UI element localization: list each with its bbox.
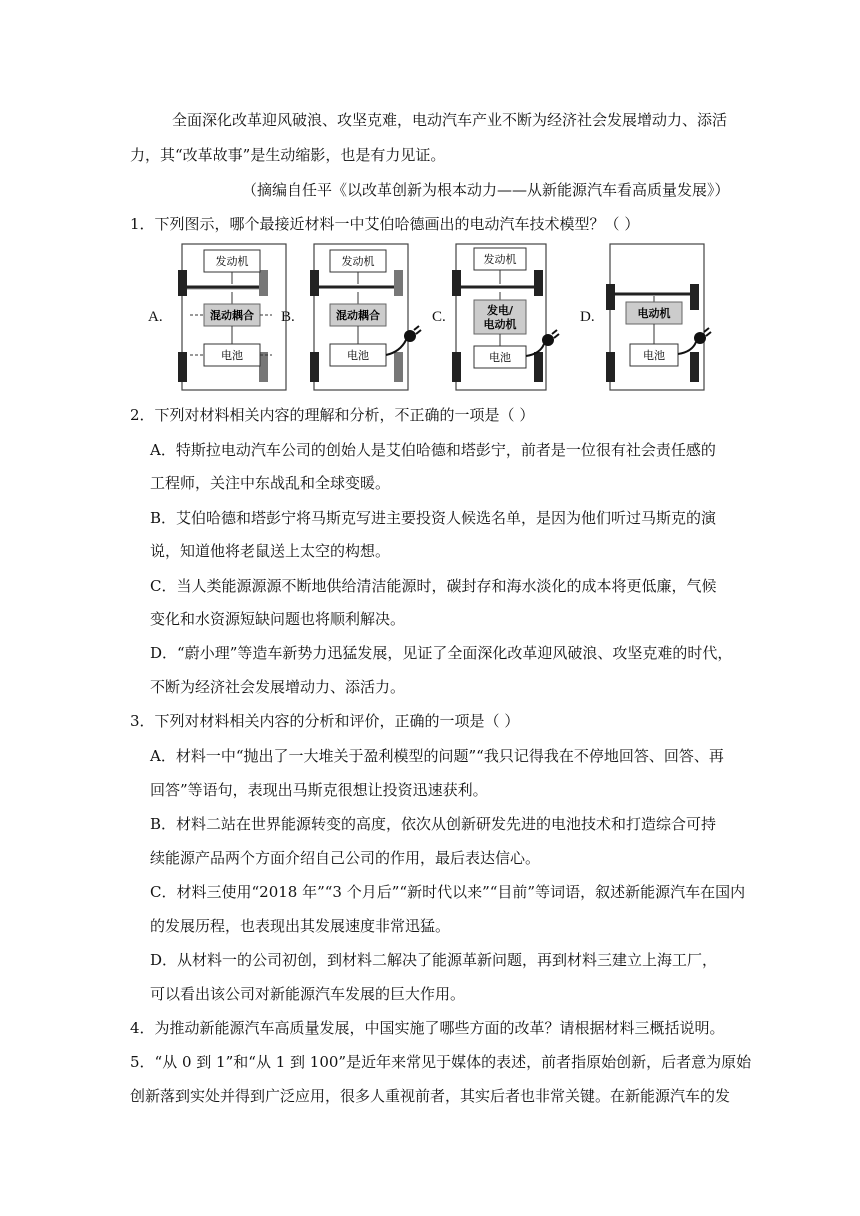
question-5-line-2: 创新落到实处并得到广泛应用，很多人重视前者，其实后者也非常关键。在新能源汽车的发: [130, 1087, 731, 1105]
q2-option-b-line-1: B．艾伯哈德和塔彭宁将马斯克写进主要投资人候选名单，是因为他们听过马斯克的演: [150, 509, 717, 527]
question-2: 2．下列对材料相关内容的理解和分析，不正确的一项是（ ）: [130, 406, 535, 424]
diagram-a-bottom: 电池: [221, 349, 243, 362]
intro-line-2: 力，其“改革故事”是生动缩影，也是有力见证。: [130, 146, 446, 164]
question-5-line-1: 5．“从 0 到 1”和“从 1 到 100”是近年来常见于媒体的表述，前者指原始创新，后者意为原始: [130, 1053, 752, 1071]
diagram-b-bottom: 电池: [347, 349, 369, 362]
q2-option-a-line-2: 工程师，关注中东战乱和全球变暖。: [150, 474, 391, 492]
q3-option-c-line-2: 的发展历程，也表现出其发展速度非常迅猛。: [150, 917, 451, 935]
diagram-c-top: 发动机: [483, 253, 517, 266]
q3-option-a-line-1: A．材料一中“抛出了一大堆关于盈利模型的问题”“我只记得我在不停地回答、回答、再: [150, 747, 724, 765]
diagram-a-top: 发动机: [215, 255, 249, 268]
q2-option-a-line-1: A．特斯拉电动汽车公司的创始人是艾伯哈德和塔彭宁，前者是一位很有社会责任感的: [150, 441, 716, 459]
q3-option-d-line-1: D．从材料一的公司初创，到材料二解决了能源革新问题，再到材料三建立上海工厂，: [150, 951, 718, 969]
diagram-d-bottom: 电池: [643, 349, 665, 362]
option-d-label: D.: [580, 309, 595, 325]
option-c-label: C.: [432, 309, 446, 325]
q3-option-c-line-1: C．材料三使用“2018 年”“3 个月后”“新时代以来”“目前”等词语，叙述新能源汽车在国内: [150, 883, 746, 901]
q2-option-b-line-2: 说，知道他将老鼠送上太空的构想。: [150, 542, 391, 560]
q3-option-b-line-1: B．材料二站在世界能源转变的高度，依次从创新研发先进的电池技术和打造综合可持: [150, 815, 717, 833]
diagram-b-top: 发动机: [341, 255, 375, 268]
diagram-b: [308, 240, 428, 395]
diagram-a: [176, 240, 296, 395]
question-4: 4．为推动新能源汽车高质量发展，中国实施了哪些方面的改革？请根据材料三概括说明。: [130, 1019, 725, 1037]
q3-option-b-line-2: 续能源产品两个方面介绍自己公司的作用，最后表达信心。: [150, 849, 541, 867]
intro-line-1: 全面深化改革迎风破浪、攻坚克难，电动汽车产业不断为经济社会发展增动力、添活: [172, 111, 728, 129]
q3-option-d-line-2: 可以看出该公司对新能源汽车发展的巨大作用。: [150, 985, 466, 1003]
question-3: 3．下列对材料相关内容的分析和评价，正确的一项是（ ）: [130, 712, 520, 730]
diagram-a-mid: 混动耦合: [210, 309, 254, 322]
q2-option-d-line-2: 不断为经济社会发展增动力、添活力。: [150, 678, 406, 696]
diagram-c-mid1: 发电/: [486, 304, 514, 317]
option-a-label: A.: [148, 309, 163, 325]
option-b-label: B.: [281, 309, 295, 325]
q2-option-c-line-1: C．当人类能源源源不断地供给清洁能源时，碳封存和海水淡化的成本将更低廉，气候: [150, 577, 717, 595]
source-citation: （摘编自任平《以改革创新为根本动力——从新能源汽车看高质量发展》）: [242, 181, 730, 199]
diagram-c-mid2: 电动机: [483, 318, 517, 331]
question-1: 1．下列图示，哪个最接近材料一中艾伯哈德画出的电动汽车技术模型？（ ）: [130, 215, 640, 233]
q3-option-a-line-2: 回答”等语句，表现出马斯克很想让投资迅速获利。: [150, 781, 488, 799]
diagram-d: [604, 240, 724, 395]
diagram-d-mid: 电动机: [637, 307, 671, 320]
diagram-c-bottom: 电池: [489, 351, 511, 364]
diagram-c: [450, 240, 570, 395]
diagram-options: [148, 240, 728, 398]
q2-option-d-line-1: D．“蔚小理”等造车新势力迅猛发展，见证了全面深化改革迎风破浪、攻坚克难的时代，: [150, 644, 733, 662]
diagram-b-mid: 混动耦合: [336, 309, 380, 322]
q2-option-c-line-2: 变化和水资源短缺问题也将顺利解决。: [150, 610, 406, 628]
